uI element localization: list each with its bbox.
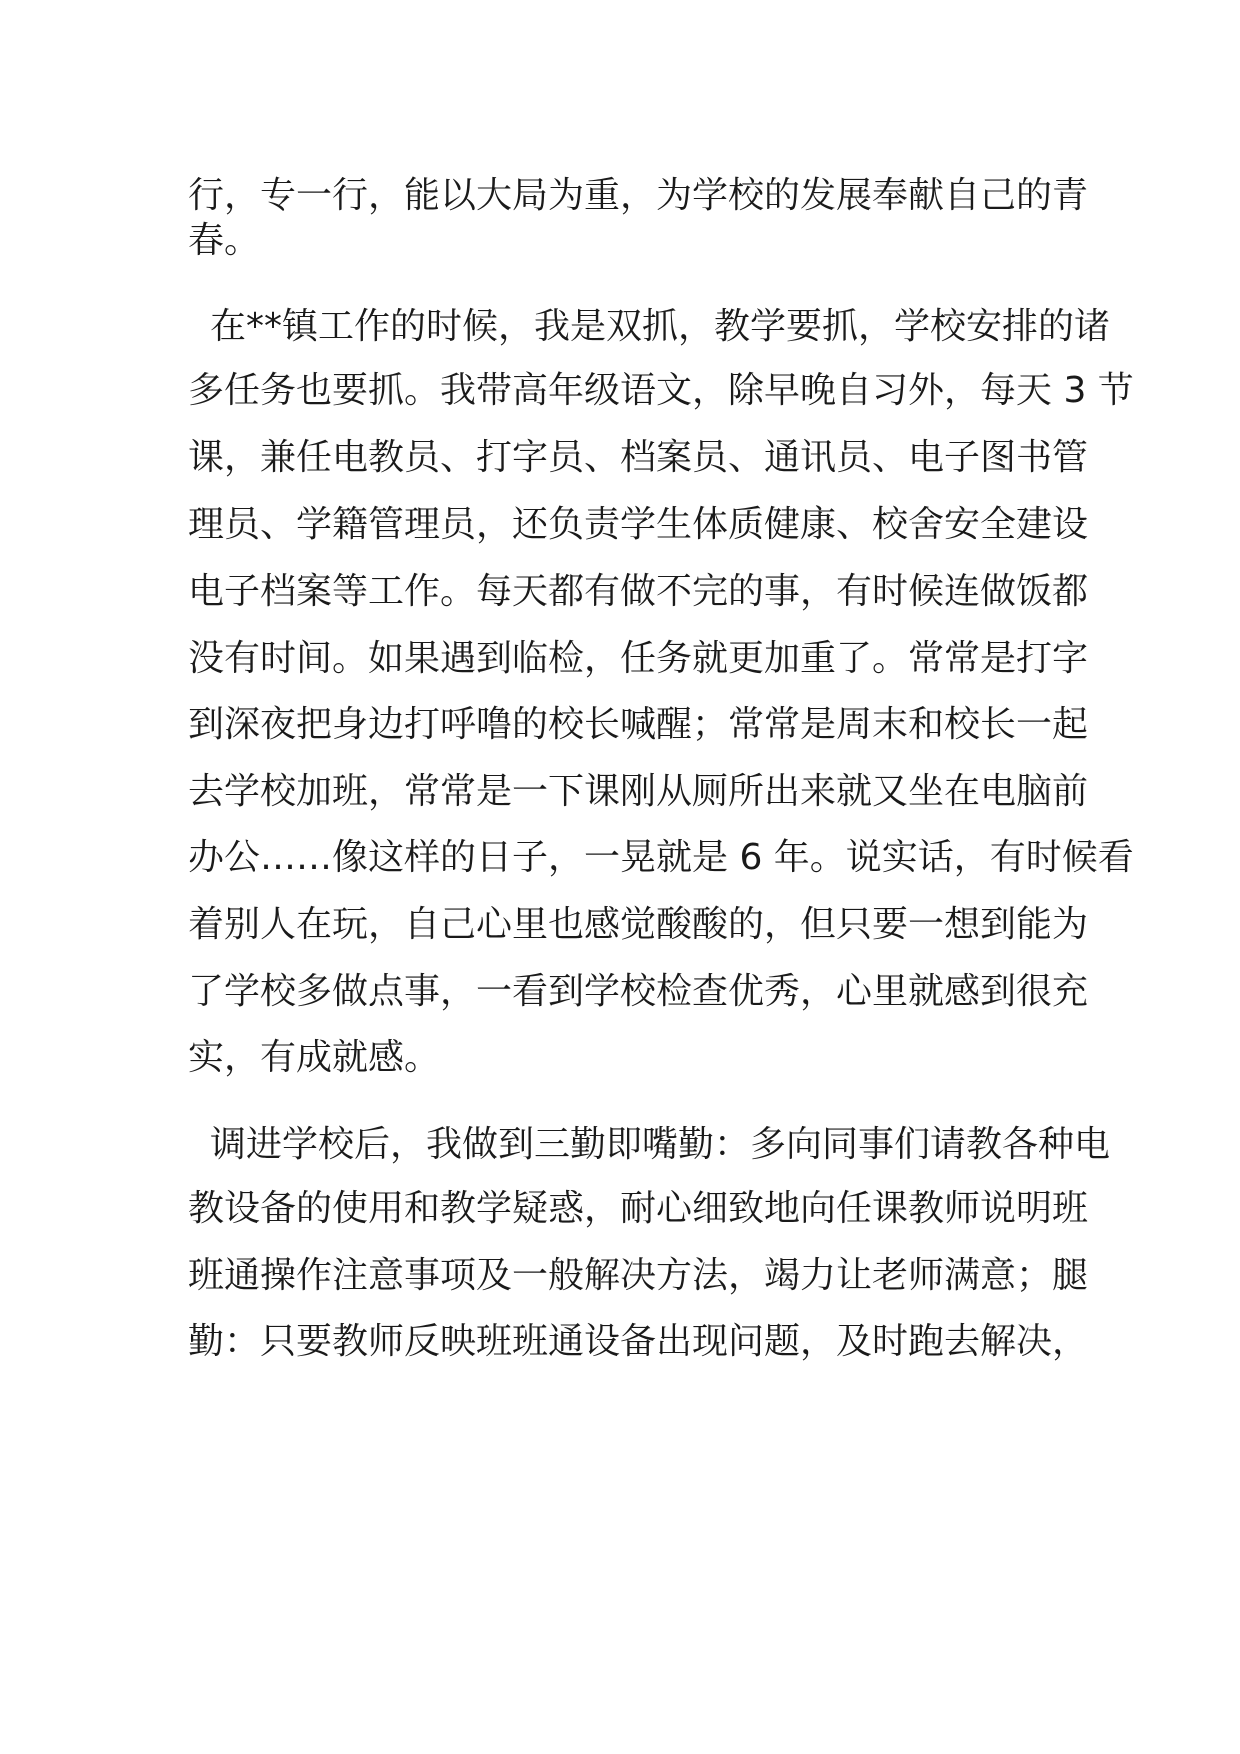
text-line: 着别人在玩，自己心里也感觉酸酸的，但只要一想到能为	[188, 904, 1089, 945]
text-line: 班通操作注意事项及一般解决方法，竭力让老师满意；腿	[188, 1255, 1089, 1296]
text-line: 课，兼任电教员、打字员、档案员、通讯员、电子图书管	[188, 437, 1089, 478]
paragraph-first-line: 调进学校后，我做到三勤即嘴勤：多向同事们请教各种电	[210, 1124, 1111, 1165]
paragraph-first-line: 在**镇工作的时候，我是双抓，教学要抓，学校安排的诸	[210, 306, 1111, 347]
text-line: 春。	[188, 220, 261, 261]
text-line: 实，有成就感。	[188, 1037, 441, 1078]
text-line: 理员、学籍管理员，还负责学生体质健康、校舍安全建设	[188, 504, 1089, 545]
text-line: 去学校加班，常常是一下课刚从厕所出来就又坐在电脑前	[188, 771, 1089, 812]
text-line: 勤：只要教师反映班班通设备出现问题，及时跑去解决，	[188, 1321, 1089, 1362]
text-line: 到深夜把身边打呼噜的校长喊醒；常常是周末和校长一起	[188, 704, 1089, 745]
text-line: 行，专一行，能以大局为重，为学校的发展奉献自己的青	[188, 175, 1089, 216]
text-line: 教设备的使用和教学疑惑，耐心细致地向任课教师说明班	[188, 1188, 1089, 1229]
text-line: 电子档案等工作。每天都有做不完的事，有时候连做饭都	[188, 571, 1089, 612]
text-line: 没有时间。如果遇到临检，任务就更加重了。常常是打字	[188, 638, 1089, 679]
text-line: 了学校多做点事，一看到学校检查优秀，心里就感到很充	[188, 971, 1089, 1012]
text-line: 办公……像这样的日子，一晃就是 6 年。说实话，有时候看	[188, 837, 1134, 878]
text-line: 多任务也要抓。我带高年级语文，除早晚自习外，每天 3 节	[188, 370, 1134, 411]
